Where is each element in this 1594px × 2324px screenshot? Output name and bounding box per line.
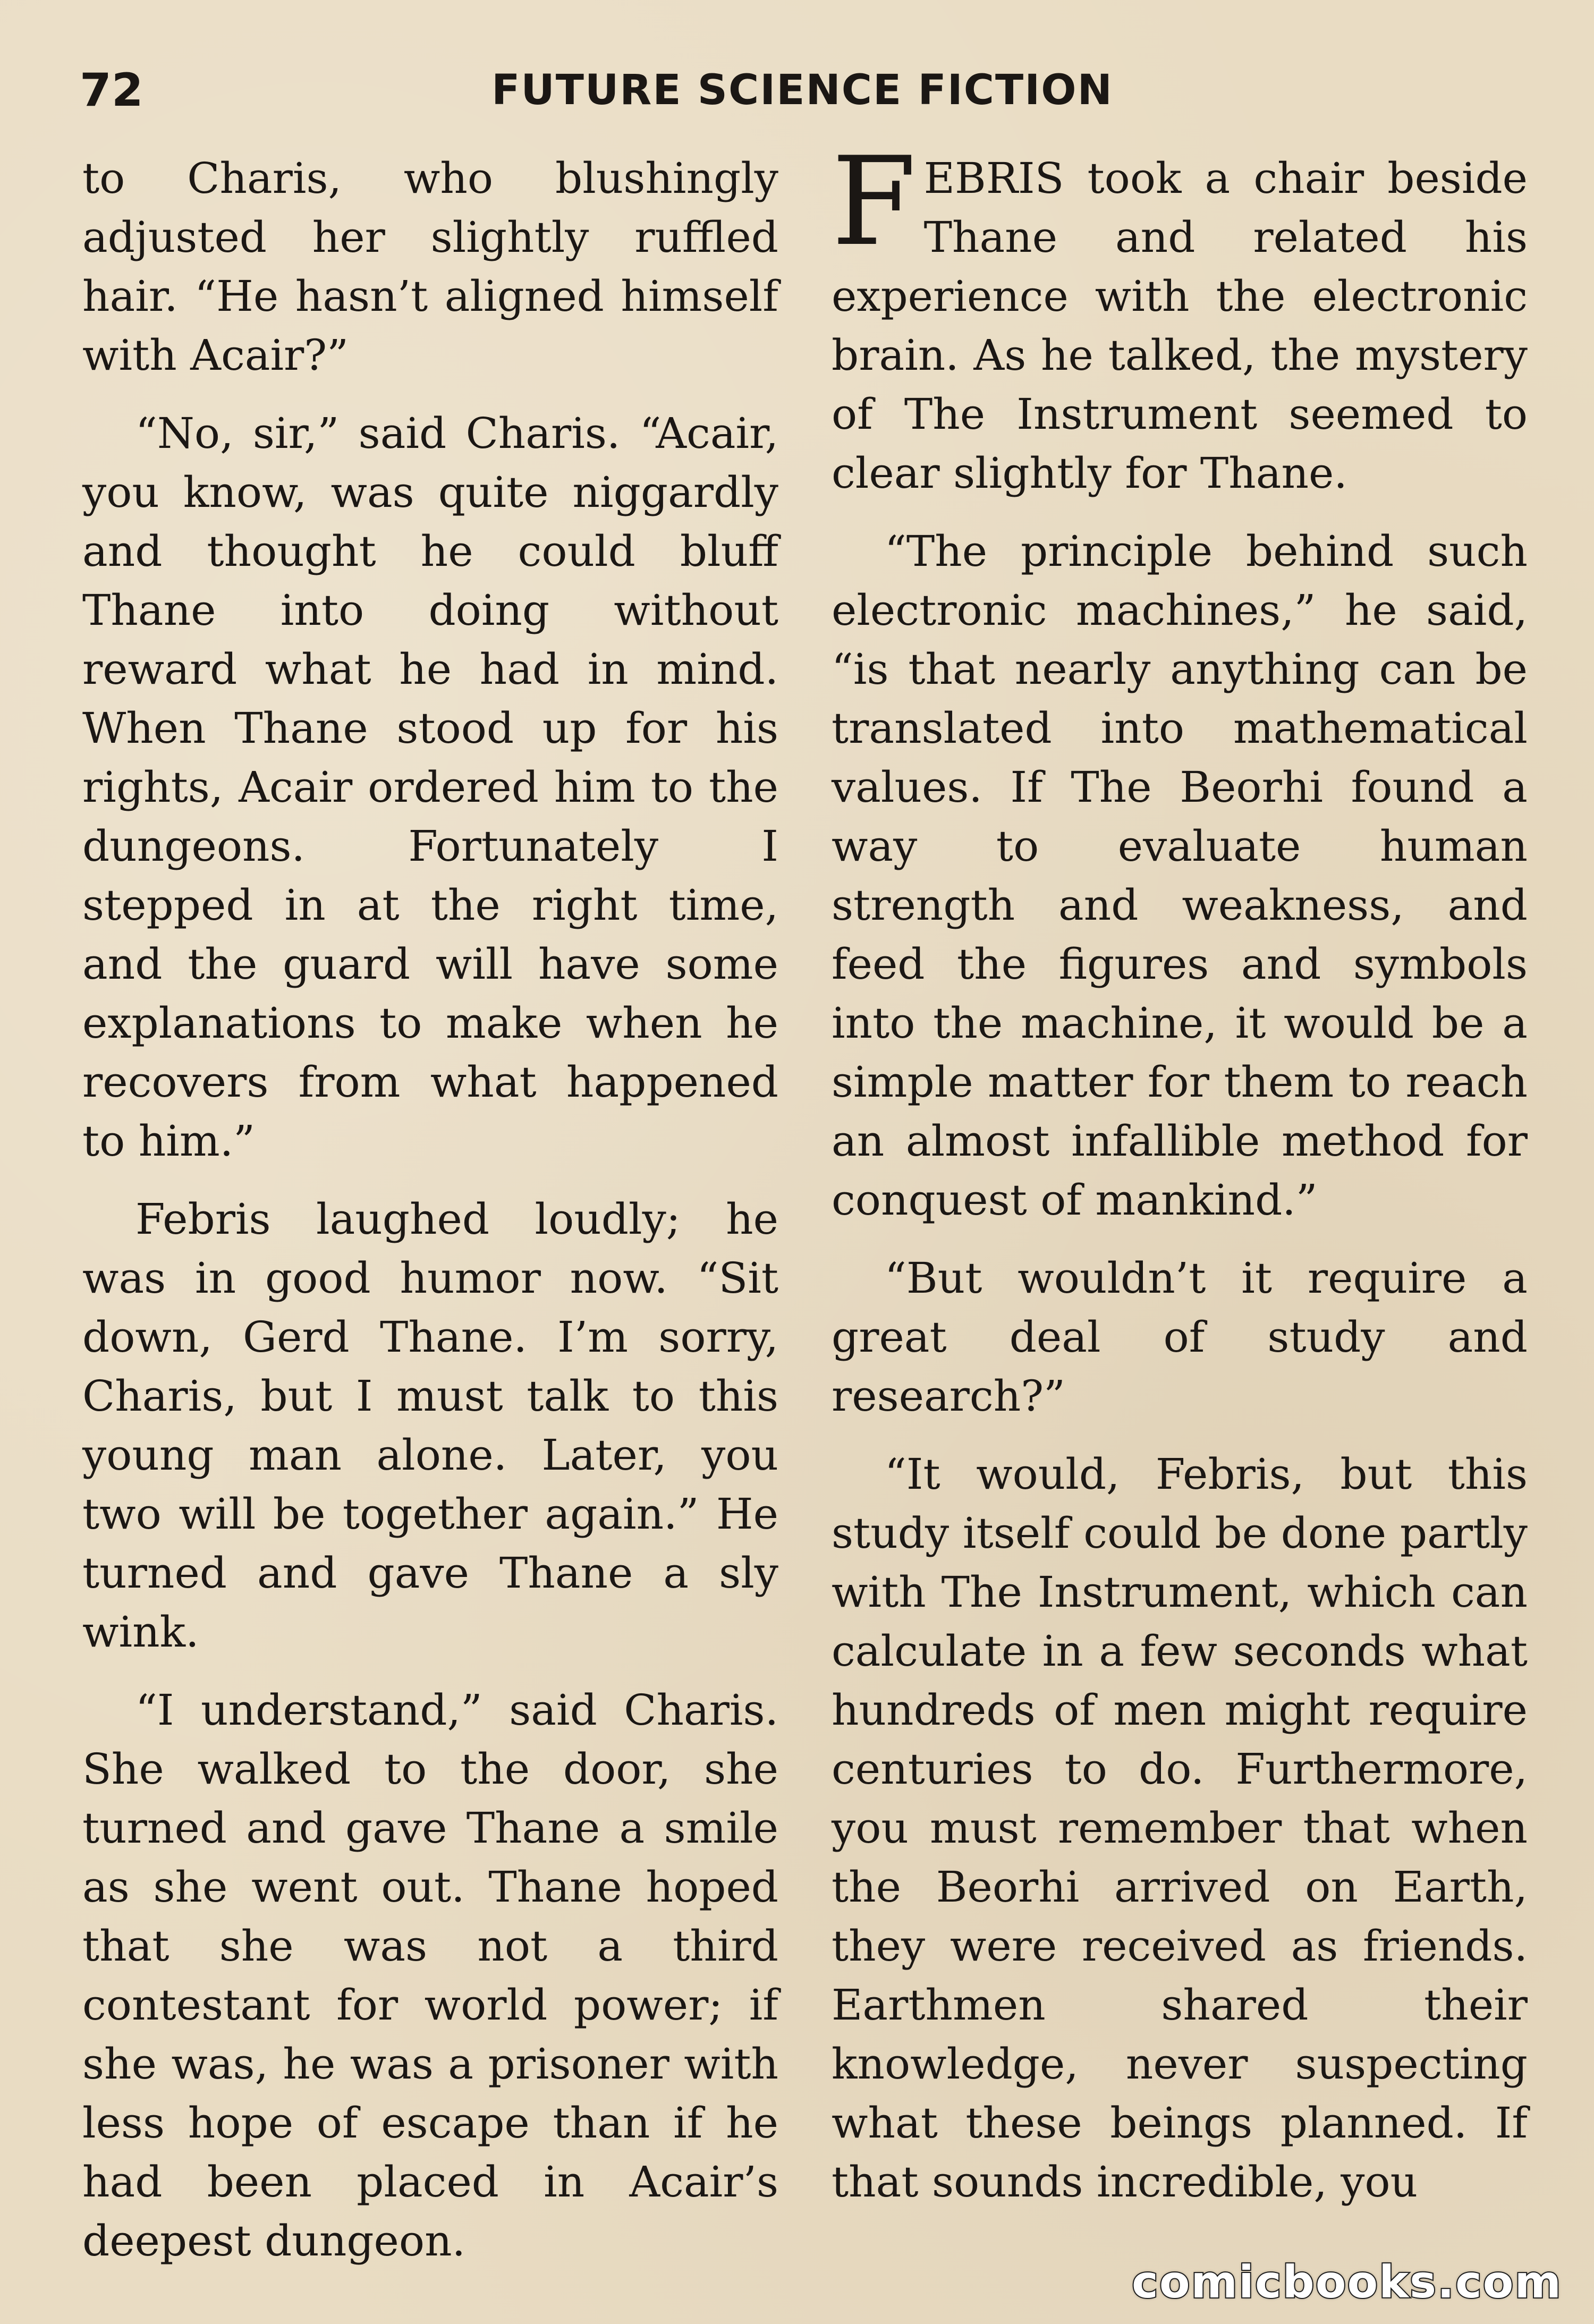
running-title: FUTURE SCIENCE FICTION (491, 66, 1113, 114)
site-watermark: comicbooks.com (1132, 2256, 1562, 2308)
paragraph: Febris laughed loudly; he was in good humor now. “Sit down, Gerd Thane. I’m sorry, Charis, but I must talk to this young man alone. Later, you two will be together again.” He turned and gave Thane a sly wink. (82, 1194, 778, 1657)
page-header (80, 58, 1525, 122)
opening-paragraph-text: EBRIS took a chair beside Thane and related his experience with the electronic brain. As he talked, the mystery of The Instrument seemed to clear slightly for Thane. (832, 154, 1528, 498)
left-column (82, 149, 778, 2289)
opening-paragraph (832, 131, 1528, 503)
drop-cap: F (832, 131, 917, 273)
paragraph: to Charis, who blushingly adjusted her slightly ruffled hair. “He hasn’t aligned himself with Acair?” (82, 154, 778, 380)
paragraph: “I understand,” said Charis. She walked to the door, she turned and gave Thane a smile as she went out. Thane hoped that she was not a third contestant for world power; if she was, he was a prisoner with less hope of escape than if he had been placed in Acair’s deepest dungeon. (82, 1685, 778, 2266)
paragraph: “It would, Febris, but this study itself could be done partly with The Instrument, which can calculate in a few seconds what hundreds of men might require centuries to do. Furthermore, you must remember that when the Beorhi arrived on Earth, they were received as friends. Earthmen shared their knowledge, never suspecting what these beings planned. If that sounds incredible, you (832, 1449, 1528, 2207)
right-column (832, 131, 1528, 2230)
page-number: 72 (80, 64, 143, 117)
paragraph: “No, sir,” said Charis. “Acair, you know, was quite niggardly and thought he could bluff Thane into doing without reward what he had in mind. When Thane stood up for his rights, Acair ordered him to the dungeons. Fortunately I stepped in at the right time, and the guard will have some explanations to make when he recovers from what happened to him.” (82, 409, 778, 1166)
paragraph: “But wouldn’t it require a great deal of study and research?” (832, 1253, 1528, 1421)
paragraph: “The principle behind such electronic machines,” he said, “is that nearly anything can be translated into mathematical values. If The Beorhi found a way to evaluate human strength and weakness, and feed the figures and symbols into the machine, it would be a simple matter for them to reach an almost infallible method for conquest of mankind.” (832, 527, 1528, 1225)
